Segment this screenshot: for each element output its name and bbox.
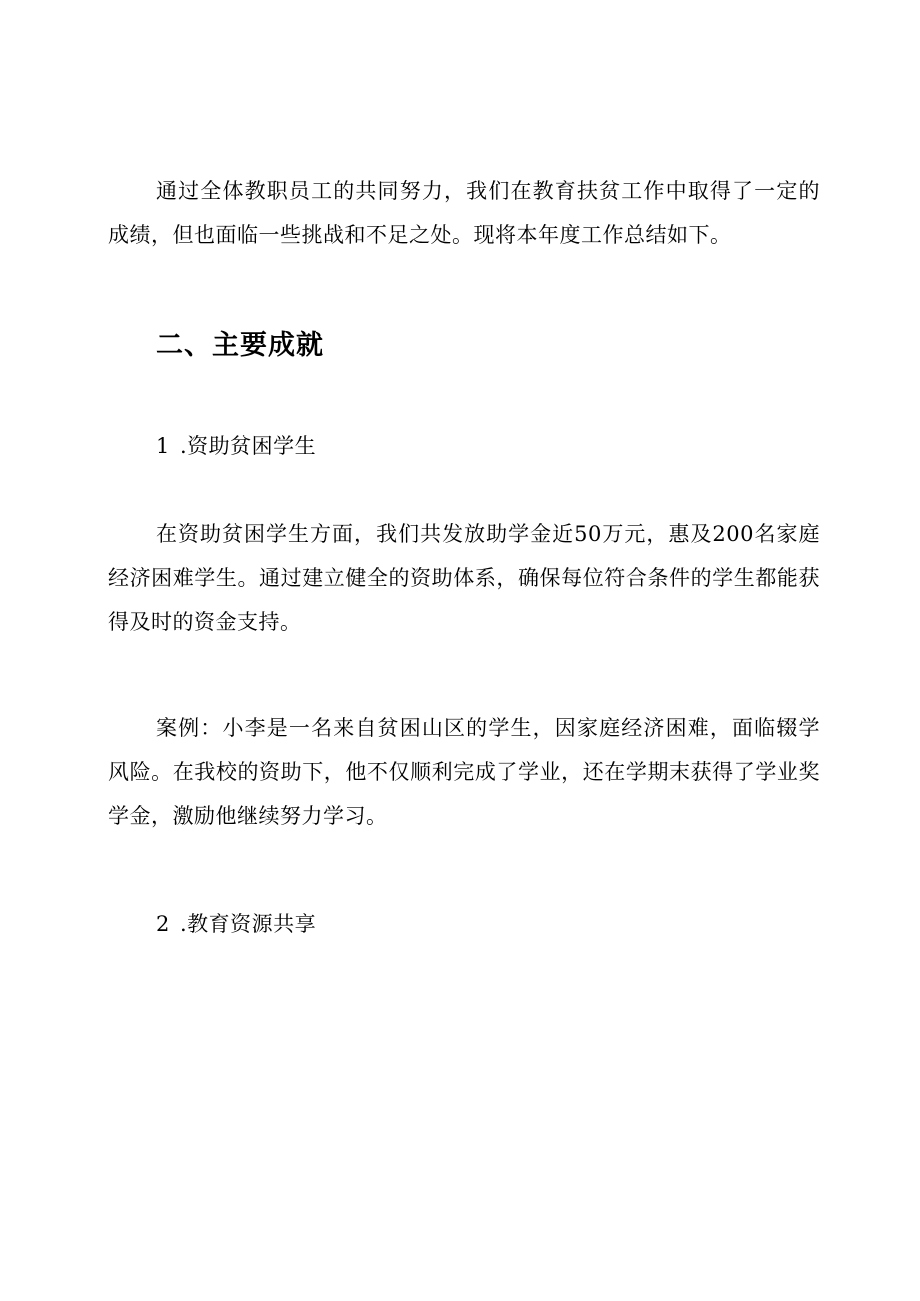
section-heading: 二、主要成就: [156, 330, 324, 361]
intro-paragraph: 通过全体教职员工的共同努力，我们在教育扶贫工作中取得了一定的成绩，但也面临一些挑战和不足之处。现将本年度工作总结如下。: [108, 179, 820, 247]
case-paragraph: 案例：小李是一名来自贫困山区的学生，因家庭经济困难，面临辍学风险。在我校的资助下，他不仅顺利完成了学业，还在学期末获得了学业奖学金，激励他继续努力学习。: [108, 716, 820, 828]
subsection-title: .教育资源共享: [180, 912, 317, 936]
subsection-number: 2: [156, 912, 170, 936]
subsection-heading-1: [156, 431, 316, 461]
body-paragraph: 在资助贫困学生方面，我们共发放助学金近50万元，惠及200名家庭经济困难学生。通过建立健全的资助体系，确保每位符合条件的学生都能获得及时的资金支持。: [108, 522, 820, 634]
subsection-title: .资助贫困学生: [180, 434, 317, 458]
subsection-heading-2: [156, 909, 316, 939]
subsection-number: 1: [156, 434, 170, 458]
